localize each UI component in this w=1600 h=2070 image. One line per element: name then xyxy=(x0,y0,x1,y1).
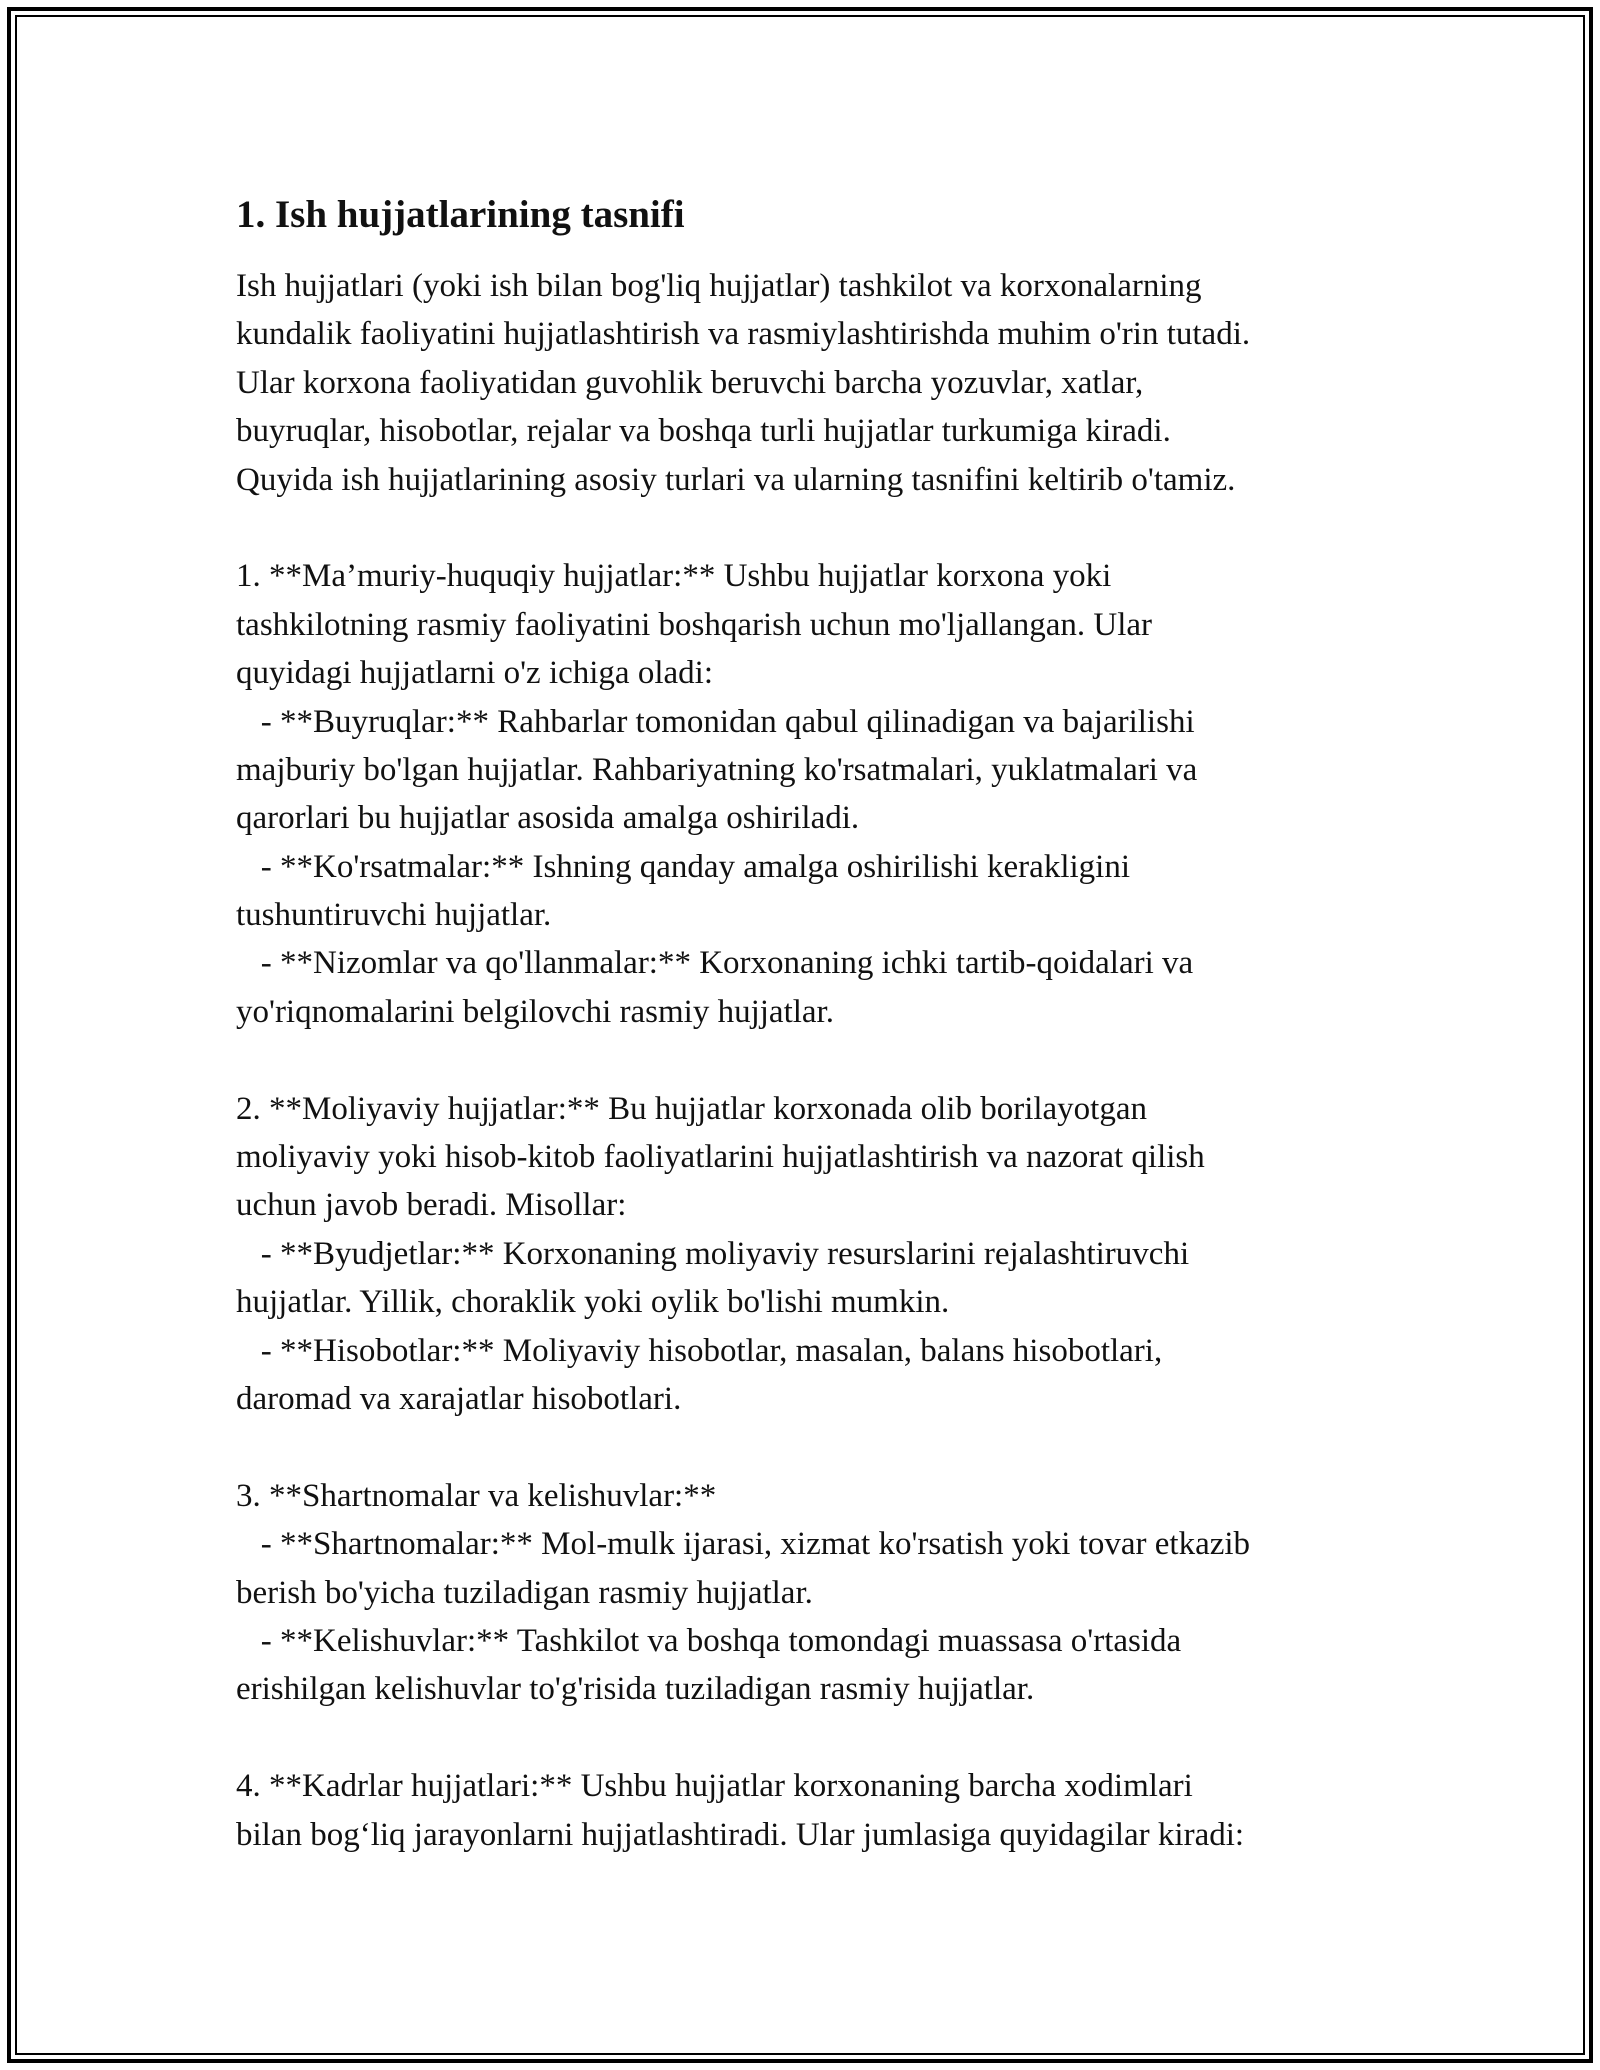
document-title: 1. Ish hujjatlarining tasnifi xyxy=(236,193,685,236)
text-line: quyidagi hujjatlarni o'z ichiga oladi: xyxy=(236,655,713,692)
text-line: qarorlari bu hujjatlar asosida amalga oshiriladi. xyxy=(236,800,860,837)
text-line: Ular korxona faoliyatidan guvohlik beruvchi barcha yozuvlar, xatlar, xyxy=(236,364,1144,401)
blank-line xyxy=(236,1036,1376,1084)
text-line: erishilgan kelishuvlar to'g'risida tuziladigan rasmiy hujjatlar. xyxy=(236,1671,1035,1708)
text-line: - **Buyruqlar:** Rahbarlar tomonidan qabul qilinadigan va bajarilishi xyxy=(236,703,1195,740)
text-line: - **Ko'rsatmalar:** Ishning qanday amalga oshirilishi kerakligini xyxy=(236,848,1130,885)
text-line: Ish hujjatlari (yoki ish bilan bog'liq hujjatlar) tashkilot va korxonalarning xyxy=(236,268,1202,304)
text-line: yo'riqnomalarini belgilovchi rasmiy hujjatlar. xyxy=(236,993,834,1030)
blank-line xyxy=(236,504,1376,552)
text-line: daromad va xarajatlar hisobotlari. xyxy=(236,1380,682,1417)
text-line: - **Shartnomalar:** Mol-mulk ijarasi, xizmat ko'rsatish yoki tovar etkazib xyxy=(236,1526,1251,1563)
text-line: berish bo'yicha tuziladigan rasmiy hujjatlar. xyxy=(236,1574,813,1611)
text-line: Quyida ish hujjatlarining asosiy turlari va ularning tasnifini keltirib o'tamiz. xyxy=(236,461,1236,498)
document-text xyxy=(236,262,1376,1859)
text-line: moliyaviy yoki hisob-kitob faoliyatlarini hujjatlashtirish va nazorat qilish xyxy=(236,1139,1205,1176)
text-line: majburiy bo'lgan hujjatlar. Rahbariyatning ko'rsatmalari, yuklatmalari va xyxy=(236,751,1198,788)
text-line: - **Kelishuvlar:** Tashkilot va boshqa tomondagi muassasa o'rtasida xyxy=(236,1622,1182,1659)
blank-line xyxy=(236,1714,1376,1762)
text-line: bilan bog‘liq jarayonlarni hujjatlashtiradi. Ular jumlasiga quyidagilar kiradi: xyxy=(236,1816,1245,1853)
text-line: - **Hisobotlar:** Moliyaviy hisobotlar, masalan, balans hisobotlari, xyxy=(236,1332,1163,1369)
document-body xyxy=(236,190,1376,1859)
text-line: kundalik faoliyatini hujjatlashtirish va rasmiylashtirishda muhim o'rin tutadi. xyxy=(236,316,1251,353)
text-line: - **Nizomlar va qo'llanmalar:** Korxonaning ichki tartib-qoidalari va xyxy=(236,945,1194,982)
text-line: 2. **Moliyaviy hujjatlar:** Bu hujjatlar korxonada olib borilayotgan xyxy=(236,1090,1147,1127)
text-line: tushuntiruvchi hujjatlar. xyxy=(236,897,552,934)
text-line: tashkilotning rasmiy faoliyatini boshqarish uchun mo'ljallangan. Ular xyxy=(236,606,1153,643)
text-line: 4. **Kadrlar hujjatlari:** Ushbu hujjatlar korxonaning barcha xodimlari xyxy=(236,1768,1193,1805)
text-line: buyruqlar, hisobotlar, rejalar va boshqa turli hujjatlar turkumiga kiradi. xyxy=(236,413,1171,450)
text-line: uchun javob beradi. Misollar: xyxy=(236,1187,627,1224)
text-line: - **Byudjetlar:** Korxonaning moliyaviy resurslarini rejalashtiruvchi xyxy=(236,1235,1190,1272)
text-line: 1. **Ma’muriy-huquqiy hujjatlar:** Ushbu hujjatlar korxona yoki xyxy=(236,558,1112,595)
text-line: 3. **Shartnomalar va kelishuvlar:** xyxy=(236,1477,717,1514)
blank-line xyxy=(236,1423,1376,1471)
text-line: hujjatlar. Yillik, choraklik yoki oylik bo'lishi mumkin. xyxy=(236,1284,950,1321)
